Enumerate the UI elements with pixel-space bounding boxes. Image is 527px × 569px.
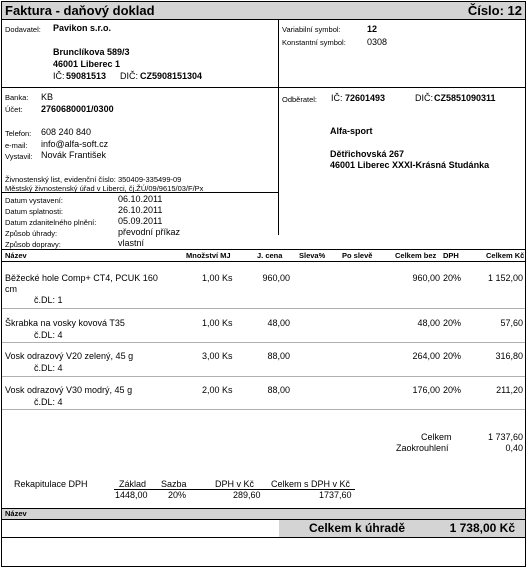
supplier-street: Brunclíkova 589/3 <box>53 47 130 57</box>
invoice-number: Číslo: 12 <box>467 3 522 18</box>
divider <box>2 508 525 509</box>
col-vat: DPH <box>443 251 459 260</box>
item-unit-price: 960,00 <box>262 273 290 283</box>
item-total: 57,60 <box>500 318 523 328</box>
customer-dic-label: DIČ: <box>415 93 433 103</box>
bank-label: Banka: <box>5 93 29 102</box>
notes-header-bg <box>2 508 525 519</box>
col-after-discount: Po slevě <box>342 251 373 260</box>
item-dl: č.DL: 4 <box>34 363 63 373</box>
row-divider <box>2 308 525 309</box>
customer-city: 46001 Liberec XXXI-Krásná Studánka <box>330 160 490 170</box>
item-vat: 20% <box>443 385 462 395</box>
shipping-method-label: Způsob dopravy: <box>5 240 61 249</box>
email: info@alfa-soft.cz <box>41 139 109 149</box>
item-vat: 20% <box>443 351 462 361</box>
vat-recap-base-header: Základ <box>119 479 147 489</box>
vat-recap-rate-header: Sazba <box>161 479 187 489</box>
notes-header: Název <box>5 509 27 518</box>
issued-by: Novák František <box>41 150 107 160</box>
divider <box>2 537 525 538</box>
item-name: Vosk odrazový V30 modrý, 45 g <box>5 385 133 395</box>
email-label: e-mail: <box>5 141 28 150</box>
trade-license-line1: Živnostenský list, evidenční číslo: 350409-335499-09 <box>5 175 182 184</box>
item-dl: č.DL: 4 <box>34 330 63 340</box>
supplier-city: 46001 Liberec 1 <box>53 59 121 69</box>
item-name: Běžecké hole Comp+ CT4, PCUK 160 <box>5 273 158 283</box>
payment-method-label: Způsob úhrady: <box>5 229 58 238</box>
constant-symbol-label: Konstantní symbol: <box>282 38 346 47</box>
supplier-ic-label: IČ: <box>53 71 65 81</box>
date-taxable: 05.09.2011 <box>118 216 163 226</box>
variable-symbol: 12 <box>367 24 378 34</box>
col-discount: Sleva% <box>299 251 326 260</box>
item-unit-price: 88,00 <box>267 385 290 395</box>
supplier-name: Pavikon s.r.o. <box>53 23 112 33</box>
constant-symbol: 0308 <box>367 37 388 47</box>
divider <box>2 87 278 88</box>
grand-total-value: 1 738,00 Kč <box>449 521 515 535</box>
date-taxable-label: Datum zdanitelného plnění: <box>5 218 97 227</box>
phone-label: Telefon: <box>5 129 32 138</box>
item-total-no-vat: 264,00 <box>412 351 440 361</box>
supplier-dic: CZ5908151304 <box>140 71 203 81</box>
bank-name: KB <box>41 92 54 102</box>
row-divider <box>2 342 525 343</box>
divider-vertical <box>278 19 279 235</box>
invoice-header <box>2 2 525 20</box>
item-name-cont: cm <box>5 284 17 294</box>
vat-recap-title: Rekapitulace DPH <box>14 479 88 489</box>
date-due-label: Datum splatnosti: <box>5 207 63 216</box>
col-unit-price: J. cena <box>257 251 283 260</box>
item-qty: 3,00 Ks <box>202 351 233 361</box>
date-due: 26.10.2011 <box>118 205 163 215</box>
item-total-no-vat: 960,00 <box>412 273 440 283</box>
rounding-label: Zaokrouhlení <box>396 443 449 453</box>
shipping-method: vlastní <box>118 238 145 248</box>
col-qty: Množství MJ <box>186 251 231 260</box>
divider <box>2 192 278 193</box>
date-issue: 06.10.2011 <box>118 194 163 204</box>
invoice-title: Faktura - daňový doklad <box>5 3 155 18</box>
item-qty: 1,00 Ks <box>202 273 233 283</box>
item-total-no-vat: 176,00 <box>412 385 440 395</box>
item-total: 1 152,00 <box>487 273 523 283</box>
row-divider <box>2 376 525 377</box>
payment-method: převodní příkaz <box>118 227 181 237</box>
grand-total-label: Celkem k úhradě <box>309 521 406 535</box>
supplier-label: Dodavatel: <box>5 25 41 34</box>
customer-name: Alfa-sport <box>330 126 373 136</box>
customer-street: Dětřichovská 267 <box>330 149 405 159</box>
total-value: 1 737,60 <box>487 432 523 442</box>
supplier-dic-label: DIČ: <box>120 71 138 81</box>
customer-ic: 72601493 <box>345 93 386 103</box>
vat-recap-total-header: Celkem s DPH v Kč <box>271 479 351 489</box>
rounding-value: 0,40 <box>505 443 523 453</box>
date-issue-label: Datum vystavení: <box>5 196 63 205</box>
item-total: 211,20 <box>496 385 523 395</box>
item-name: Škrabka na vosky kovová T35 <box>5 318 125 328</box>
item-qty: 1,00 Ks <box>202 318 233 328</box>
phone: 608 240 840 <box>41 127 92 137</box>
variable-symbol-label: Variabilní symbol: <box>282 25 341 34</box>
item-name: Vosk odrazový V20 zelený, 45 g <box>5 351 134 361</box>
customer-ic-label: IČ: <box>331 93 343 103</box>
vat-recap-vat: 289,60 <box>233 490 261 500</box>
grand-total-box <box>279 520 525 537</box>
item-unit-price: 88,00 <box>267 351 290 361</box>
col-total-no-vat: Celkem bez <box>395 251 437 260</box>
issued-by-label: Vystavil: <box>5 152 33 161</box>
item-dl: č.DL: 1 <box>34 295 63 305</box>
item-dl: č.DL: 4 <box>34 397 63 407</box>
col-name: Název <box>5 251 27 260</box>
item-qty: 2,00 Ks <box>202 385 233 395</box>
item-total: 316,80 <box>495 351 523 361</box>
items-table-header <box>2 250 525 261</box>
row-divider <box>2 409 525 410</box>
account-label: Účet: <box>5 105 23 114</box>
item-unit-price: 48,00 <box>267 318 290 328</box>
account-number: 2760680001/0300 <box>41 104 114 114</box>
customer-dic: CZ5851090311 <box>434 93 496 103</box>
item-vat: 20% <box>443 273 462 283</box>
item-total-no-vat: 48,00 <box>417 318 440 328</box>
divider <box>2 261 525 262</box>
col-total: Celkem Kč <box>486 251 525 260</box>
vat-recap-base: 1448,00 <box>115 490 148 500</box>
total-label: Celkem <box>421 432 452 442</box>
vat-recap-rate: 20% <box>168 490 187 500</box>
vat-recap-total: 1737,60 <box>319 490 352 500</box>
trade-license-line2: Městský živnostenský úřad v Liberci, čj.ŽÚ/09/9615/03/F/Px <box>5 184 204 193</box>
item-vat: 20% <box>443 318 462 328</box>
vat-recap-vat-header: DPH v Kč <box>215 479 255 489</box>
invoice-page <box>1 1 526 567</box>
divider <box>278 87 525 88</box>
supplier-ic: 59081513 <box>66 71 107 81</box>
customer-label: Odběratel: <box>282 95 318 104</box>
